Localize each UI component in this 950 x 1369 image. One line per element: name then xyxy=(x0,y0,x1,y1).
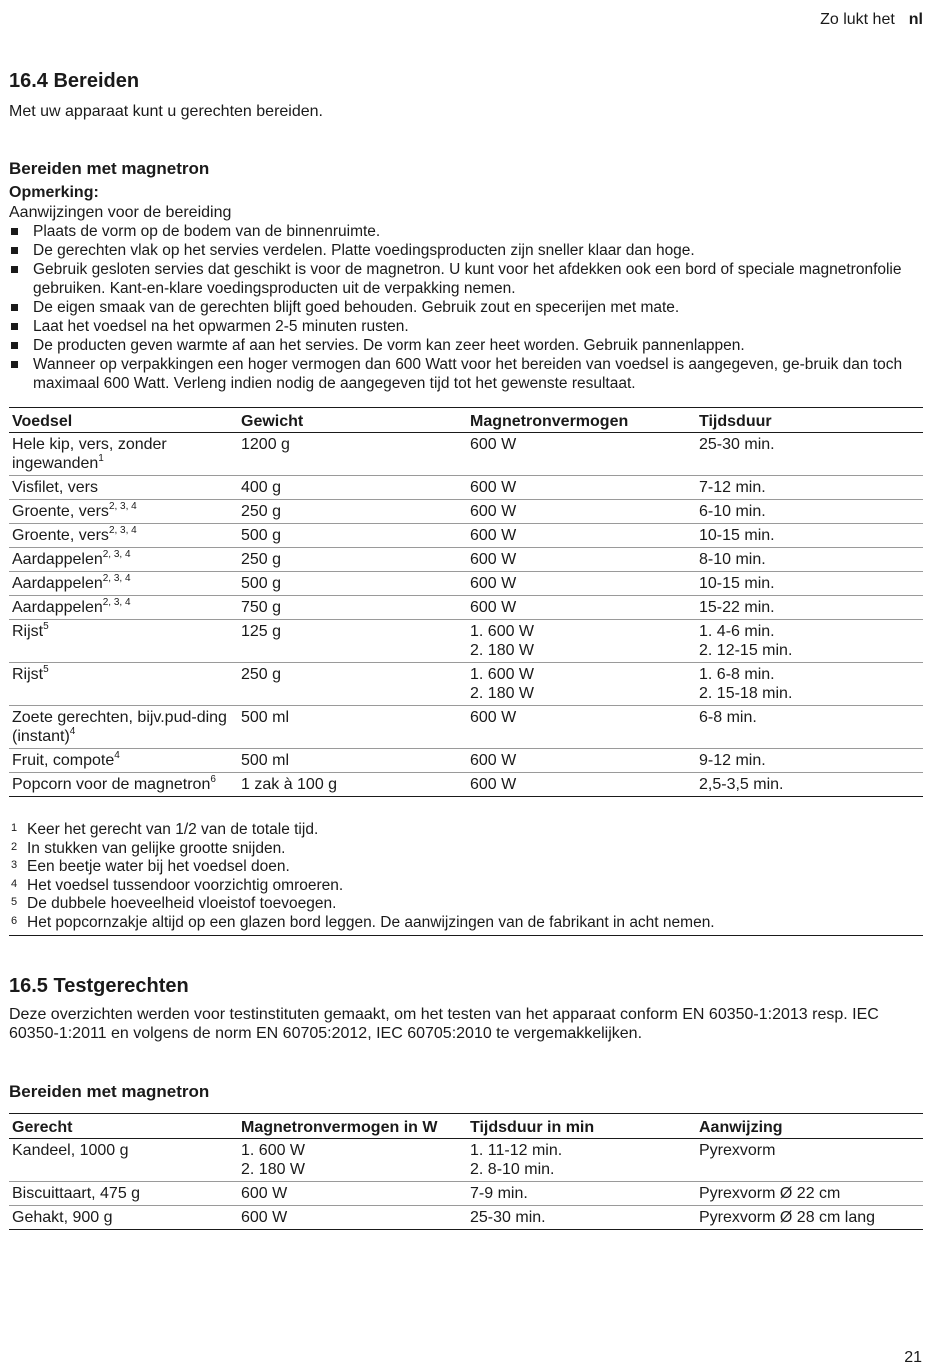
food-cell: Popcorn voor de magnetron$^6$ xyxy=(9,773,238,797)
power-cell: 600 W xyxy=(467,433,696,476)
power-cell: 600 W xyxy=(238,1206,467,1230)
weight-cell: 250 g xyxy=(238,500,467,524)
time-cell: 1. 6-8 min. 2. 15-18 min. xyxy=(696,663,923,706)
list-item: Plaats de vorm op de bodem van de binnenruimte. xyxy=(9,222,923,241)
power-cell: 1. 600 W 2. 180 W xyxy=(467,620,696,663)
dish-cell: Gehakt, 900 g xyxy=(9,1206,238,1230)
table-row xyxy=(9,572,923,596)
weight-cell: 1 zak à 100 g xyxy=(238,773,467,797)
table-row xyxy=(9,773,923,797)
page-number: 21 xyxy=(904,1349,922,1366)
power-cell: 1. 600 W 2. 180 W xyxy=(238,1139,467,1182)
table-row xyxy=(9,1206,923,1230)
bullet-square-icon xyxy=(11,228,18,235)
table-row xyxy=(9,749,923,773)
table-row xyxy=(9,663,923,706)
list-item: Gebruik gesloten servies dat geschikt is voor de magnetron. U kunt voor het afdekken ook een bord of speciale magnetronfolie gebruiken. Kant-en-klare voedingsproducten uit de verpakking nemen. xyxy=(9,260,923,298)
time-cell: 9-12 min. xyxy=(696,749,923,773)
time-cell: 8-10 min. xyxy=(696,548,923,572)
footnote: 3 Een beetje water bij het voedsel doen. xyxy=(11,858,290,876)
food-cell: Rijst$^5$ xyxy=(9,620,238,663)
bullet-square-icon xyxy=(11,323,18,330)
table-row xyxy=(9,620,923,663)
list-item: De gerechten vlak op het servies verdelen. Platte voedingsproducten zijn sneller klaar dan hoge. xyxy=(9,241,923,260)
weight-cell: 500 g xyxy=(238,524,467,548)
column-header: Gerecht xyxy=(9,1114,238,1139)
test-dishes-table xyxy=(9,1113,923,1230)
time-cell: 1. 11-12 min. 2. 8-10 min. xyxy=(467,1139,696,1182)
weight-cell: 500 g xyxy=(238,572,467,596)
weight-cell: 125 g xyxy=(238,620,467,663)
table-row xyxy=(9,433,923,476)
power-cell: 600 W xyxy=(467,749,696,773)
power-cell: 600 W xyxy=(467,500,696,524)
column-header: Voedsel xyxy=(9,408,238,433)
weight-cell: 250 g xyxy=(238,548,467,572)
footnote: 2 In stukken van gelijke grootte snijden. xyxy=(11,839,286,857)
bullet-square-icon xyxy=(11,247,18,254)
bullet-square-icon xyxy=(11,304,18,311)
food-cell: Rijst$^5$ xyxy=(9,663,238,706)
power-cell: 600 W xyxy=(467,572,696,596)
food-cell: Aardappelen$^{2, 3, 4}$ xyxy=(9,572,238,596)
column-header: Tijdsduur xyxy=(696,408,923,433)
dish-cell: Kandeel, 1000 g xyxy=(9,1139,238,1182)
list-item: Wanneer op verpakkingen een hoger vermogen dan 600 Watt voor het bereiden van voedsel is aangegeven, ge-bruik dan toch maximaal 600 Watt. Verleng indien nodig de aangegeven tijd tot het gewenste resultaat. xyxy=(9,355,923,393)
footnote: 5 De dubbele hoeveelheid vloeistof toevoegen. xyxy=(11,895,337,913)
column-header: Magnetronvermogen in W xyxy=(238,1114,467,1139)
table-row xyxy=(9,1139,923,1182)
weight-cell: 250 g xyxy=(238,663,467,706)
time-cell: 25-30 min. xyxy=(696,433,923,476)
power-cell: 600 W xyxy=(467,706,696,749)
list-item: De eigen smaak van de gerechten blijft goed behouden. Gebruik zout en specerijen met mate. xyxy=(9,298,923,317)
header-language: nl xyxy=(908,11,923,28)
power-cell: 600 W xyxy=(467,524,696,548)
time-cell: 6-8 min. xyxy=(696,706,923,749)
power-cell: 600 W xyxy=(467,773,696,797)
note-label: Opmerking: xyxy=(9,184,99,201)
dish-cell: Biscuittaart, 475 g xyxy=(9,1182,238,1206)
food-cell: Fruit, compote$^4$ xyxy=(9,749,238,773)
bullet-square-icon xyxy=(11,361,18,368)
weight-cell: 500 ml xyxy=(238,706,467,749)
list-item: Laat het voedsel na het opwarmen 2-5 minuten rusten. xyxy=(9,317,923,336)
power-cell: 600 W xyxy=(238,1182,467,1206)
table-row xyxy=(9,1182,923,1206)
column-header: Magnetronvermogen xyxy=(467,408,696,433)
power-cell: 600 W xyxy=(467,596,696,620)
table-row xyxy=(9,548,923,572)
time-cell: 10-15 min. xyxy=(696,524,923,548)
weight-cell: 500 ml xyxy=(238,749,467,773)
subsection-title-test-magnetron: Bereiden met magnetron xyxy=(9,1082,210,1101)
food-cell: Zoete gerechten, bijv.pud-ding $(instant)^4$ xyxy=(9,706,238,749)
table-row xyxy=(9,706,923,749)
table-row xyxy=(9,476,923,500)
power-cell: 1. 600 W 2. 180 W xyxy=(467,663,696,706)
food-cell: Visfilet, vers xyxy=(9,476,238,500)
table-row xyxy=(9,596,923,620)
weight-cell: 1200 g xyxy=(238,433,467,476)
cooking-table xyxy=(9,407,923,797)
time-cell: 10-15 min. xyxy=(696,572,923,596)
food-cell: Aardappelen$^{2, 3, 4}$ xyxy=(9,548,238,572)
column-header: Aanwijzing xyxy=(696,1114,923,1139)
footnote: 4 Het voedsel tussendoor voorzichtig omroeren. xyxy=(11,876,344,894)
bullet-square-icon xyxy=(11,266,18,273)
section-intro-16-5: Deze overzichten werden voor testinstituten gemaakt, om het testen van het apparaat conform EN 60350-1:2013 resp. IEC 60350-1:2011 en volgens de norm EN 60705:2012, IEC 60705:2010 te vergemakkelijken. xyxy=(9,1006,879,1042)
note-subtitle: Aanwijzingen voor de bereiding xyxy=(9,204,232,221)
power-cell: 600 W xyxy=(467,548,696,572)
time-cell: 7-12 min. xyxy=(696,476,923,500)
footnote: 1 Keer het gerecht van 1/2 van de totale tijd. xyxy=(11,821,319,838)
weight-cell: 400 g xyxy=(238,476,467,500)
bullet-square-icon xyxy=(11,342,18,349)
table-row xyxy=(9,524,923,548)
table-header-row xyxy=(9,408,923,433)
instruction-list xyxy=(9,222,923,393)
footnotes xyxy=(9,820,923,936)
section-intro-16-4: Met uw apparaat kunt u gerechten bereiden. xyxy=(9,103,323,120)
time-cell: 7-9 min. xyxy=(467,1182,696,1206)
column-header: Tijdsduur in min xyxy=(467,1114,696,1139)
weight-cell: 750 g xyxy=(238,596,467,620)
footnote: 6 Het popcornzakje altijd op een glazen bord leggen. De aanwijzingen van de fabrikant in acht nemen. xyxy=(11,913,715,931)
food-cell: Hele kip, vers, zonder ingewanden$^1$ xyxy=(9,433,238,476)
note-cell: Pyrexvorm xyxy=(696,1139,923,1182)
food-cell: Groente, vers$^{2, 3, 4}$ xyxy=(9,500,238,524)
food-cell: Aardappelen$^{2, 3, 4}$ xyxy=(9,596,238,620)
time-cell: 6-10 min. xyxy=(696,500,923,524)
note-cell: Pyrexvorm Ø 28 cm lang xyxy=(696,1206,923,1230)
note-cell: Pyrexvorm Ø 22 cm xyxy=(696,1182,923,1206)
list-item: De producten geven warmte af aan het servies. De vorm kan zeer heet worden. Gebruik pannenlappen. xyxy=(9,336,923,355)
section-title-16-5: 16.5 Testgerechten xyxy=(9,975,189,997)
time-cell: 1. 4-6 min. 2. 12-15 min. xyxy=(696,620,923,663)
section-title-16-4: 16.4 Bereiden xyxy=(9,70,140,92)
subsection-title-magnetron: Bereiden met magnetron xyxy=(9,159,210,178)
table-row xyxy=(9,500,923,524)
running-header xyxy=(820,11,923,29)
time-cell: 15-22 min. xyxy=(696,596,923,620)
time-cell: 25-30 min. xyxy=(467,1206,696,1230)
header-section: Zo lukt het xyxy=(820,11,895,28)
column-header: Gewicht xyxy=(238,408,467,433)
table-header-row xyxy=(9,1114,923,1139)
power-cell: 600 W xyxy=(467,476,696,500)
food-cell: Groente, vers$^{2, 3, 4}$ xyxy=(9,524,238,548)
time-cell: 2,5-3,5 min. xyxy=(696,773,923,797)
